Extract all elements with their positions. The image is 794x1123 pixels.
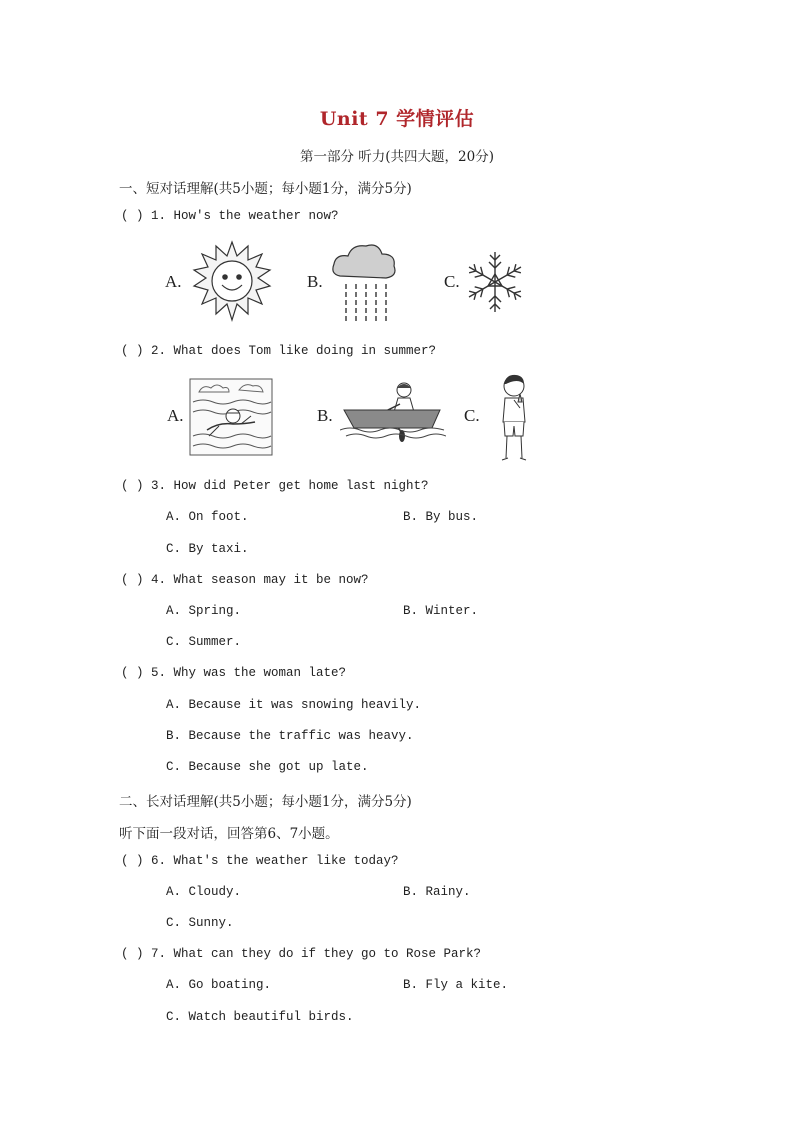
q7-option-b: B. Fly a kite. (403, 978, 509, 992)
question-5-text: 5. Why was the woman late? (151, 666, 347, 680)
q3-option-c: C. By taxi. (166, 542, 249, 556)
question-3 (121, 479, 429, 493)
answer-blank[interactable]: ( ) (121, 666, 144, 680)
q1-option-a: A. (165, 272, 182, 291)
boating-picture (340, 380, 446, 442)
question-2 (121, 344, 436, 358)
section-2-heading: 二、长对话理解(共5小题；每小题1分，满分5分) (119, 794, 412, 810)
q5-option-b: B. Because the traffic was heavy. (166, 729, 414, 743)
answer-blank[interactable]: ( ) (121, 573, 144, 587)
q6-option-b: B. Rainy. (403, 885, 471, 899)
q2-option-b: B. (317, 406, 333, 425)
q1-option-c: C. (444, 272, 460, 291)
answer-blank[interactable]: ( ) (121, 947, 144, 961)
q5-option-a: A. Because it was snowing heavily. (166, 698, 422, 712)
question-2-text: 2. What does Tom like doing in summer? (151, 344, 437, 358)
question-6-text: 6. What's the weather like today? (151, 854, 399, 868)
q4-option-b: B. Winter. (403, 604, 479, 618)
q7-option-c: C. Watch beautiful birds. (166, 1010, 354, 1024)
q7-option-a: A. Go boating. (166, 978, 272, 992)
answer-blank[interactable]: ( ) (121, 344, 144, 358)
sun-icon (192, 240, 272, 324)
q4-option-a: A. Spring. (166, 604, 242, 618)
q2-option-a: A. (167, 406, 184, 425)
q2-option-c: C. (464, 406, 480, 425)
page-title: Unit 7 学情评估 (319, 108, 475, 130)
part-subtitle: 第一部分 听力(共四大题，20分) (299, 149, 494, 165)
snowflake-icon (460, 248, 530, 316)
question-4 (121, 573, 369, 587)
q1-option-b: B. (307, 272, 323, 291)
q5-option-c: C. Because she got up late. (166, 760, 369, 774)
section-1-heading: 一、短对话理解(共5小题；每小题1分，满分5分) (119, 181, 412, 197)
rain-cloud-icon (330, 240, 400, 324)
answer-blank[interactable]: ( ) (121, 854, 144, 868)
question-1-text: 1. How's the weather now? (151, 209, 339, 223)
question-1 (121, 209, 339, 223)
q3-option-a: A. On foot. (166, 510, 249, 524)
question-7-text: 7. What can they do if they go to Rose Park? (151, 947, 482, 961)
question-3-text: 3. How did Peter get home last night? (151, 479, 429, 493)
q4-option-c: C. Summer. (166, 635, 242, 649)
q3-option-b: B. By bus. (403, 510, 479, 524)
answer-blank[interactable]: ( ) (121, 479, 144, 493)
dialogue-instruction: 听下面一段对话，回答第6、7小题。 (119, 826, 339, 842)
q6-option-c: C. Sunny. (166, 916, 234, 930)
swimming-picture (189, 378, 273, 456)
ice-cream-boy-picture (494, 372, 534, 464)
answer-blank[interactable]: ( ) (121, 209, 144, 223)
question-5 (121, 666, 346, 680)
q6-option-a: A. Cloudy. (166, 885, 242, 899)
question-4-text: 4. What season may it be now? (151, 573, 369, 587)
question-6 (121, 854, 399, 868)
question-7 (121, 947, 481, 961)
